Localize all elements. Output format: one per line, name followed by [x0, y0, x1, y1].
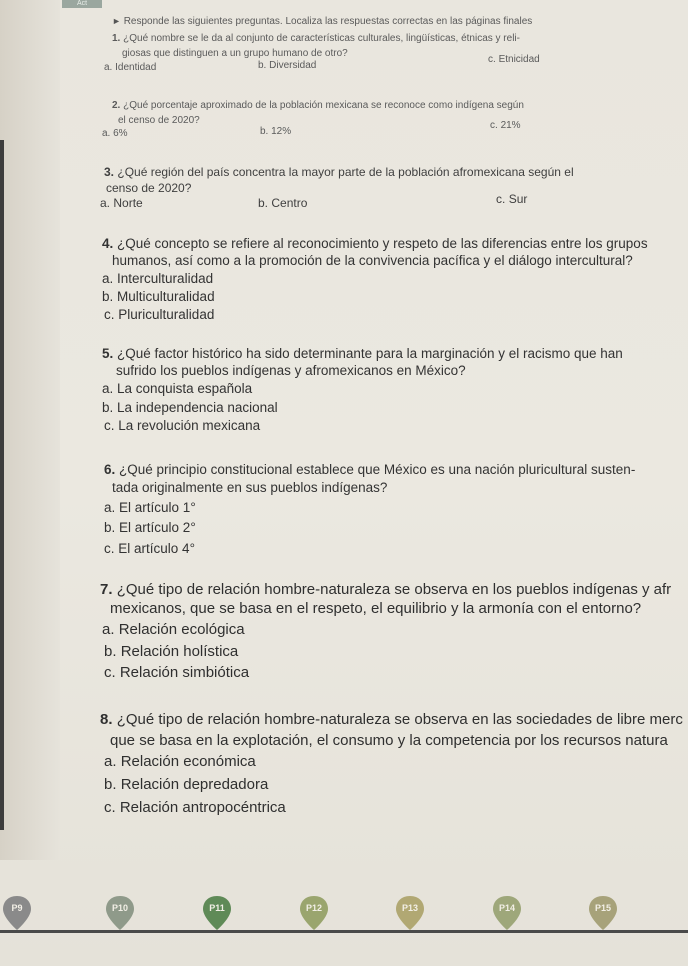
map-pin-icon: [490, 894, 524, 934]
q2-option-a[interactable]: a. 6%: [102, 128, 128, 139]
question-4: 4. ¿Qué concepto se refiere al reconocimiento y respeto de las diferencias entre los grupos: [102, 236, 648, 251]
question-2: 2. ¿Qué porcentaje aproximado de la población mexicana se reconoce como indígena según: [112, 100, 524, 111]
q8-option-b[interactable]: b. Relación depredadora: [104, 776, 269, 793]
q6-option-b[interactable]: b. El artículo 2°: [104, 520, 196, 535]
question-4-line-2: humanos, así como a la promoción de la convivencia pacífica y el diálogo intercultural?: [112, 253, 633, 268]
page-pin-p12[interactable]: P12: [297, 894, 331, 934]
q5-option-c[interactable]: c. La revolución mexicana: [104, 418, 261, 433]
q8-option-a[interactable]: a. Relación económica: [104, 753, 256, 770]
page-pin-p9[interactable]: P9: [0, 894, 34, 934]
page-edge-bar: [0, 140, 4, 830]
q1-option-a[interactable]: a. Identidad: [104, 62, 157, 73]
q3-option-c[interactable]: c. Sur: [496, 192, 528, 206]
question-7-line-2: mexicanos, que se basa en el respeto, el equilibrio y la armonía con el entorno?: [110, 600, 642, 617]
q3-option-a[interactable]: a. Norte: [100, 196, 143, 210]
q7-option-a[interactable]: a. Relación ecológica: [102, 621, 245, 638]
page-pin-p14[interactable]: P14: [490, 894, 524, 934]
question-1: 1. ¿Qué nombre se le da al conjunto de características culturales, lingüísticas, étnicas y reli-: [112, 33, 520, 44]
q4-option-b[interactable]: b. Multiculturalidad: [102, 289, 215, 304]
q5-option-a[interactable]: a. La conquista española: [102, 381, 253, 396]
page-pin-p15[interactable]: P15: [586, 894, 620, 934]
map-pin-icon: [0, 894, 34, 934]
question-6: 6. ¿Qué principio constitucional establece que México es una nación pluricultural susten-: [104, 462, 636, 477]
map-pin-icon: [297, 894, 331, 934]
q5-option-b[interactable]: b. La independencia nacional: [102, 400, 278, 415]
question-1-line-2: giosas que distinguen a un grupo humano de otro?: [122, 48, 348, 59]
question-8-line-2: que se basa en la explotación, el consumo y la competencia por los recursos natura: [110, 732, 668, 749]
q2-option-b[interactable]: b. 12%: [260, 126, 292, 137]
q1-option-b[interactable]: b. Diversidad: [258, 60, 317, 71]
question-5: 5. ¿Qué factor histórico ha sido determinante para la marginación y el racismo que han: [102, 346, 623, 361]
page-left-margin: [0, 0, 60, 860]
map-pin-icon: [393, 894, 427, 934]
question-3: 3. ¿Qué región del país concentra la mayor parte de la población afromexicana según el: [104, 165, 574, 179]
question-2-line-2: el censo de 2020?: [118, 115, 200, 126]
q6-option-c[interactable]: c. El artículo 4°: [104, 541, 195, 556]
q3-option-b[interactable]: b. Centro: [258, 196, 308, 210]
map-pin-icon: [103, 894, 137, 934]
question-8: 8. ¿Qué tipo de relación hombre-naturaleza se observa en las sociedades de libre merc: [100, 711, 683, 728]
q4-option-c[interactable]: c. Pluriculturalidad: [104, 307, 215, 322]
page-pin-p13[interactable]: P13: [393, 894, 427, 934]
q7-option-b[interactable]: b. Relación holística: [104, 643, 239, 660]
q2-option-c[interactable]: c. 21%: [490, 120, 521, 131]
q8-option-c[interactable]: c. Relación antropocéntrica: [104, 799, 286, 816]
q1-option-c[interactable]: c. Etnicidad: [488, 54, 540, 65]
q7-option-c[interactable]: c. Relación simbiótica: [104, 664, 250, 681]
page-pin-p11[interactable]: P11: [200, 894, 234, 934]
question-6-line-2: tada originalmente en sus pueblos indígenas?: [112, 480, 388, 495]
page-pin-p10[interactable]: P10: [103, 894, 137, 934]
question-3-line-2: censo de 2020?: [106, 181, 192, 195]
question-5-line-2: sufrido los pueblos indígenas y afromexicanos en México?: [116, 363, 466, 378]
question-7: 7. ¿Qué tipo de relación hombre-naturaleza se observa en los pueblos indígenas y afr: [100, 581, 672, 598]
map-pin-icon: [586, 894, 620, 934]
instructions: ► Responde las siguientes preguntas. Localiza las respuestas correctas en las páginas finales: [112, 16, 533, 27]
activity-tab: Act: [62, 0, 102, 8]
page-progress-footer: [0, 880, 688, 966]
q6-option-a[interactable]: a. El artículo 1°: [104, 500, 196, 515]
map-pin-icon: [200, 894, 234, 934]
q4-option-a[interactable]: a. Interculturalidad: [102, 271, 214, 286]
arrow-icon: ►: [112, 16, 121, 26]
